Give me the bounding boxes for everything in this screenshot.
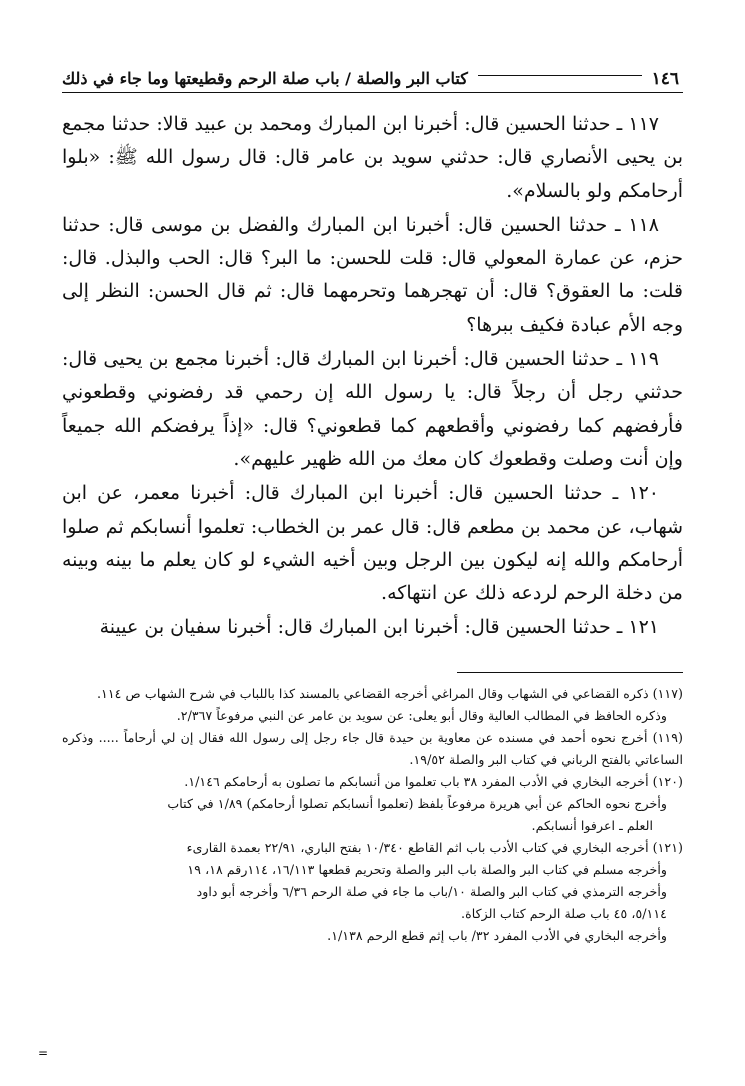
corner-mark: = xyxy=(38,1046,49,1060)
footnote-line: وأخرج نحوه الحاكم عن أبي هريرة مرفوعاً بلفظ (تعلموا أنسابكم تصلوا أرحامكم) ١/٨٩ في كتاب xyxy=(167,796,667,811)
hadith-117: ١١٧ ـ حدثنا الحسين قال: أخبرنا ابن المبارك ومحمد بن عبيد قالا: حدثنا مجمع بن يحيى الأنصاري قال: حدثني سويد بن عامر قال: قال رسول الله ﷺ: «بلوا أرحامكم ولو بالسلام». xyxy=(62,113,683,202)
hadith-120: ١٢٠ ـ حدثنا الحسين قال: أخبرنا ابن المبارك قال: أخبرنا معمر، عن ابن شهاب، عن محمد بن مطعم قال: قال عمر بن الخطاب: تعلموا أنسابكم ثم صلوا أرحامكم والله إنه ليكون بين الرجل وبين أخيه الشيء لو كان يعلم ما بينه وبينه من دخلة الرحم لردعه ذلك عن انتهاكه. xyxy=(62,482,683,605)
footnote-separator xyxy=(457,672,683,673)
footnote-line: (١١٧) ذكره القضاعي في الشهاب وقال المراغي أخرجه القضاعي بالمسند كذا باللباب في شرح الشهاب ص ١١٤. xyxy=(96,686,683,701)
footnote-line: وذكره الحافظ في المطالب العالية وقال أبو يعلى: عن سويد بن عامر عن النبي مرفوعاً ٢/٣٦٧. xyxy=(176,708,667,723)
footnote-line: (١١٩) أخرج نحوه أحمد في مسنده عن معاوية بن حيدة قال جاء رجل إلى رسول الله فقال إن لي أرحاماً ..... وذكره الساعاتي بالفتح الرباني في كتاب البر والصلة ١٩/٥٢. xyxy=(62,730,683,767)
hadith-118: ١١٨ ـ حدثنا الحسين قال: أخبرنا ابن المبارك والفضل بن موسى قال: حدثنا حزم، عن عمارة المعولي قال: قلت للحسن: ما البر؟ قال: الحب والبذل. قال: قلت: ما العقوق؟ قال: أن تهجرهما وتحرمهما قال: ثم قال الحسن: النظر إلى وجه الأم عبادة فكيف ببرها؟ xyxy=(62,213,683,336)
footnote-line: وأخرجه مسلم في كتاب البر والصلة باب البر والصلة وتحريم قطعها ١٦/١١٣، ١١٤رقم ١٨، ١٩ xyxy=(187,862,667,877)
footnote-line: ٥/١١٤، ٤٥ باب صلة الرحم كتاب الزكاة. xyxy=(461,906,667,921)
chapter-title: كتاب البر والصلة / باب صلة الرحم وقطيعتها وما جاء في ذلك xyxy=(62,69,468,88)
footnotes xyxy=(62,683,683,947)
page-number: ١٤٦ xyxy=(651,69,679,89)
running-header xyxy=(62,66,683,93)
header-rule xyxy=(478,75,642,76)
footnote-line: (١٢٠) أخرجه البخاري في الأدب المفرد ٣٨ باب تعلموا من أنسابكم ما تصلون به أرحامكم ١/١٤٦. xyxy=(184,774,683,789)
hadith-119: ١١٩ ـ حدثنا الحسين قال: أخبرنا ابن المبارك قال: أخبرنا مجمع بن يحيى قال: حدثني رجل أن رجلاً قال: يا رسول الله إن رحمي قد رفضوني وقطعوني فأرفضهم كما رفضوني وأقطعهم كما قطعوني؟ قال: «إذاً يرفضكم الله جميعاً وإن أنت وصلت وقطعوك كان معك من الله ظهير عليهم». xyxy=(62,348,683,470)
footnote-line: (١٢١) أخرجه البخاري في كتاب الأدب باب اثم القاطع ١٠/٣٤٠ بفتح الباري، ٢٢/٩١ بعمدة القارىء xyxy=(186,840,683,855)
footnote-line: العلم ـ اعرفوا أنسابكم. xyxy=(531,818,653,833)
main-text xyxy=(62,108,683,646)
hadith-121: ١٢١ ـ حدثنا الحسين قال: أخبرنا ابن المبارك قال: أخبرنا سفيان بن عيينة xyxy=(99,616,659,639)
footnote-line: وأخرجه الترمذي في كتاب البر والصلة ١٠/باب ما جاء في صلة الرحم ٦/٣٦ وأخرجه أبو داود xyxy=(196,884,667,899)
footnote-line: وأخرجه البخاري في الأدب المفرد ٣٢/ باب إثم قطع الرحم ١/١٣٨. xyxy=(327,928,667,943)
